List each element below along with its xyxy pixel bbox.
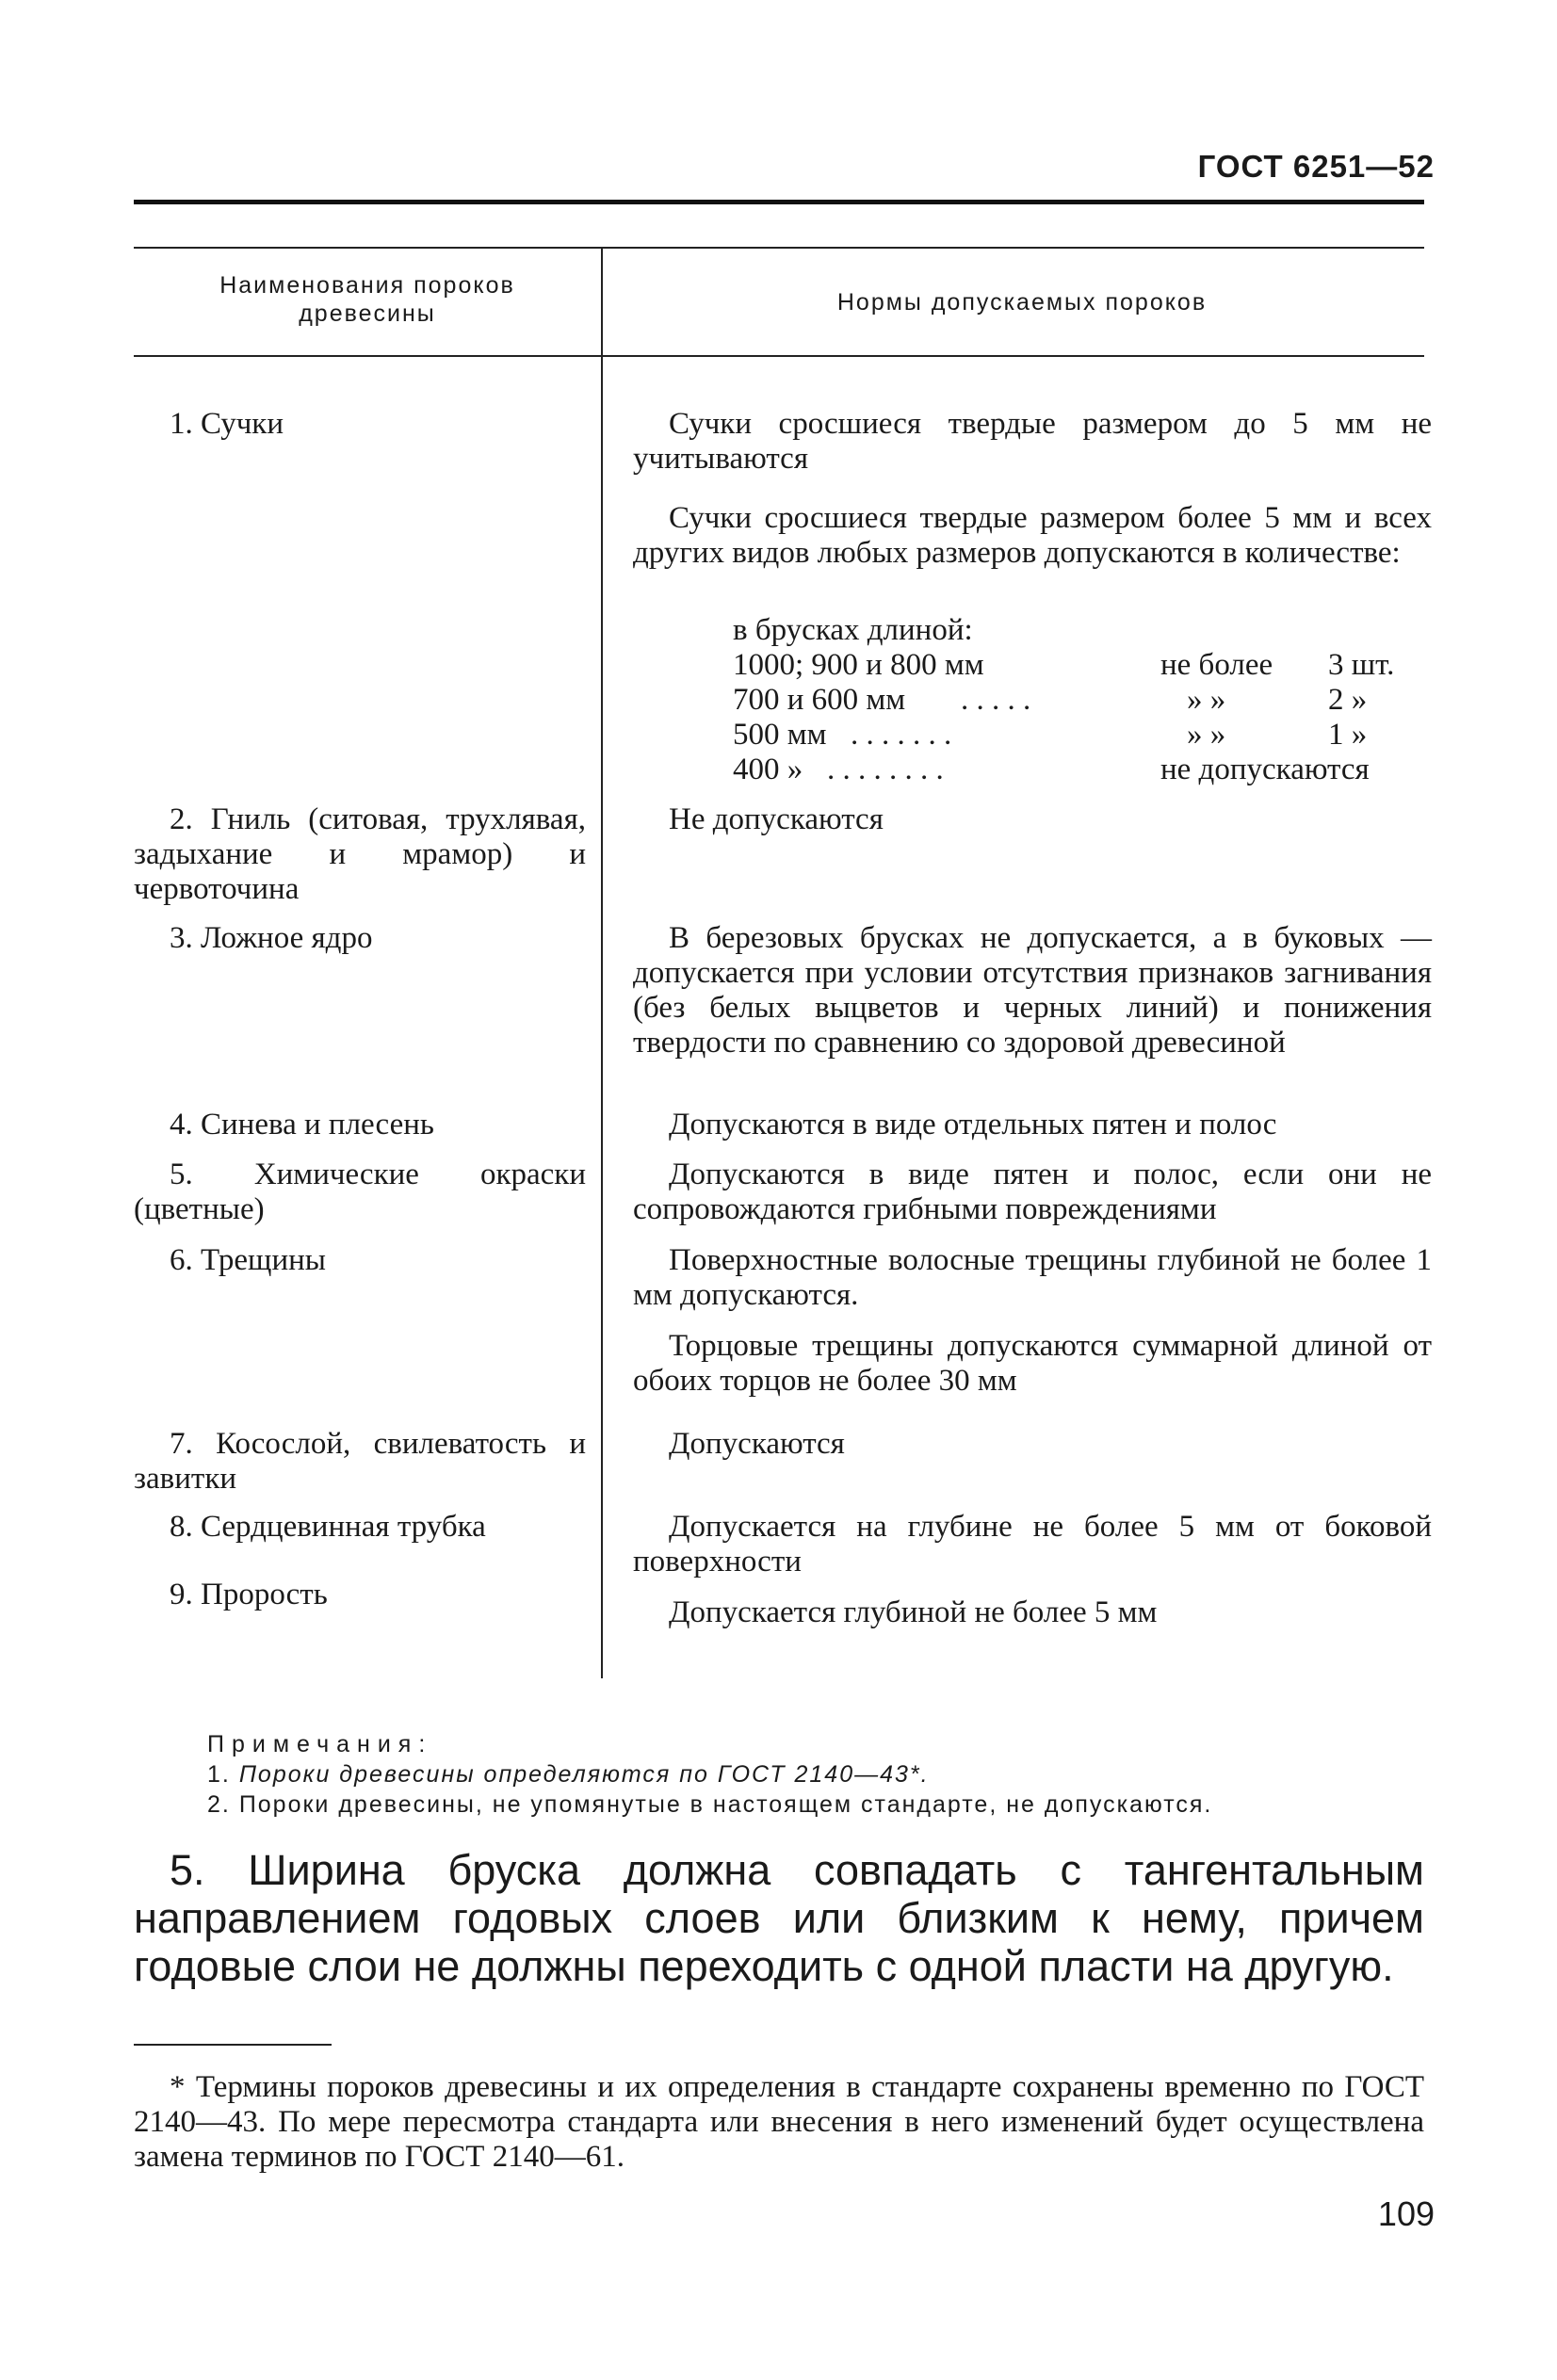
sub-row-3-count: 1 » (1328, 718, 1368, 752)
sub-row-3-length: 500 мм (733, 718, 827, 752)
table-column-divider (601, 247, 603, 1678)
sub-row-2-dots: . . . . . (961, 683, 1031, 717)
row-8-defect: 8. Сердцевинная трубка (170, 1510, 486, 1544)
row-1-norm-1: Сучки сросшиеся твердые размером до 5 мм не учитываются (633, 407, 1432, 476)
note-2-number: 2. (207, 1791, 231, 1818)
sub-row-2-qualifier: » » (1187, 683, 1226, 717)
row-8-norm: Допускается на глубине не более 5 мм от боковой поверхности (633, 1510, 1432, 1579)
sub-row-1-qualifier: не более (1160, 648, 1273, 682)
row-6-defect: 6. Трещины (170, 1243, 326, 1277)
row-4-defect: 4. Синева и плесень (170, 1108, 434, 1141)
document-code: ГОСТ 6251—52 (1197, 149, 1435, 184)
sub-row-4-qualifier: не допускаются (1160, 753, 1370, 786)
sub-row-4-length: 400 » (733, 753, 803, 786)
row-6-norm-2: Торцовые трещины допускаются суммарной длиной от обоих торцов не более 30 мм (633, 1329, 1432, 1398)
page-number: 109 (1377, 2194, 1435, 2233)
row-4-norm: Допускаются в виде отдельных пятен и полос (669, 1108, 1277, 1141)
row-1-norm-2: Сучки сросшиеся твердые размером более 5 мм и всех других видов любых размеров допускаются в количестве: (633, 501, 1432, 570)
note-2-text: Пороки древесины, не упомянутые в настоящем стандарте, не допускаются. (238, 1791, 1213, 1818)
note-1-number: 1. (207, 1761, 231, 1788)
sub-title: в брусках длиной: (733, 613, 973, 647)
row-2-defect: 2. Гниль (ситовая, трухлявая, задыхание и мрамор) и червоточина (134, 802, 586, 906)
row-3-defect: 3. Ложное ядро (170, 921, 373, 955)
note-1 (207, 1761, 930, 1789)
col-header-defects: Наименования пороков древесины (219, 272, 515, 327)
table-header-rule (134, 355, 1424, 357)
row-9-defect: 9. Прорость (170, 1578, 328, 1611)
table-top-rule (134, 247, 1424, 249)
sub-row-3-qualifier: » » (1187, 718, 1226, 752)
row-9-norm: Допускается глубиной не более 5 мм (669, 1595, 1158, 1629)
header-rule (134, 200, 1424, 204)
note-2 (207, 1791, 1212, 1819)
clause-5-paragraph: 5. Ширина бруска должна совпадать с тангентальным направлением годовых слоев или близким к нему, причем годовые слои не должны переходить с одной пласти на другую. (134, 1846, 1424, 1990)
col-header-norms: Нормы допускаемых пороков (836, 289, 1208, 316)
sub-row-3-dots: . . . . . . . (851, 718, 952, 752)
row-2-norm: Не допускаются (669, 802, 884, 836)
notes-heading: Примечания: (207, 1731, 433, 1757)
sub-row-2-count: 2 » (1328, 683, 1368, 717)
row-7-norm: Допускаются (669, 1427, 845, 1461)
sub-row-4-dots: . . . . . . . . (827, 753, 944, 786)
row-5-defect: 5. Химические окраски (цветные) (134, 1158, 586, 1226)
sub-row-1-length: 1000; 900 и 800 мм (733, 648, 984, 682)
row-3-norm: В березовых брусках не допускается, а в буковых — допускается при условии отсутствия признаков загнивания (без белых выцветов и черных линий) и понижения твердости по сравнению со здоровой древесиной (633, 921, 1432, 1060)
sub-row-2-length: 700 и 600 мм (733, 683, 906, 717)
row-5-norm: Допускаются в виде пятен и полос, если они не сопровождаются грибными повреждениями (633, 1158, 1432, 1226)
sub-row-1-count: 3 шт. (1328, 648, 1395, 682)
note-1-text: Пороки древесины определяются по ГОСТ 2140—43*. (238, 1761, 930, 1788)
row-1-defect: 1. Сучки (170, 407, 284, 441)
footnote: * Термины пороков древесины и их определения в стандарте сохранены временно по ГОСТ 2140—43. По мере пересмотра стандарта или внесения в него изменений будет осуществлена замена терминов по ГОСТ 2140—61. (134, 2070, 1424, 2174)
row-6-norm-1: Поверхностные волосные трещины глубиной не более 1 мм допускаются. (633, 1243, 1432, 1312)
row-7-defect: 7. Косослой, свилеватость и завитки (134, 1427, 586, 1496)
footnote-rule (134, 2044, 332, 2046)
